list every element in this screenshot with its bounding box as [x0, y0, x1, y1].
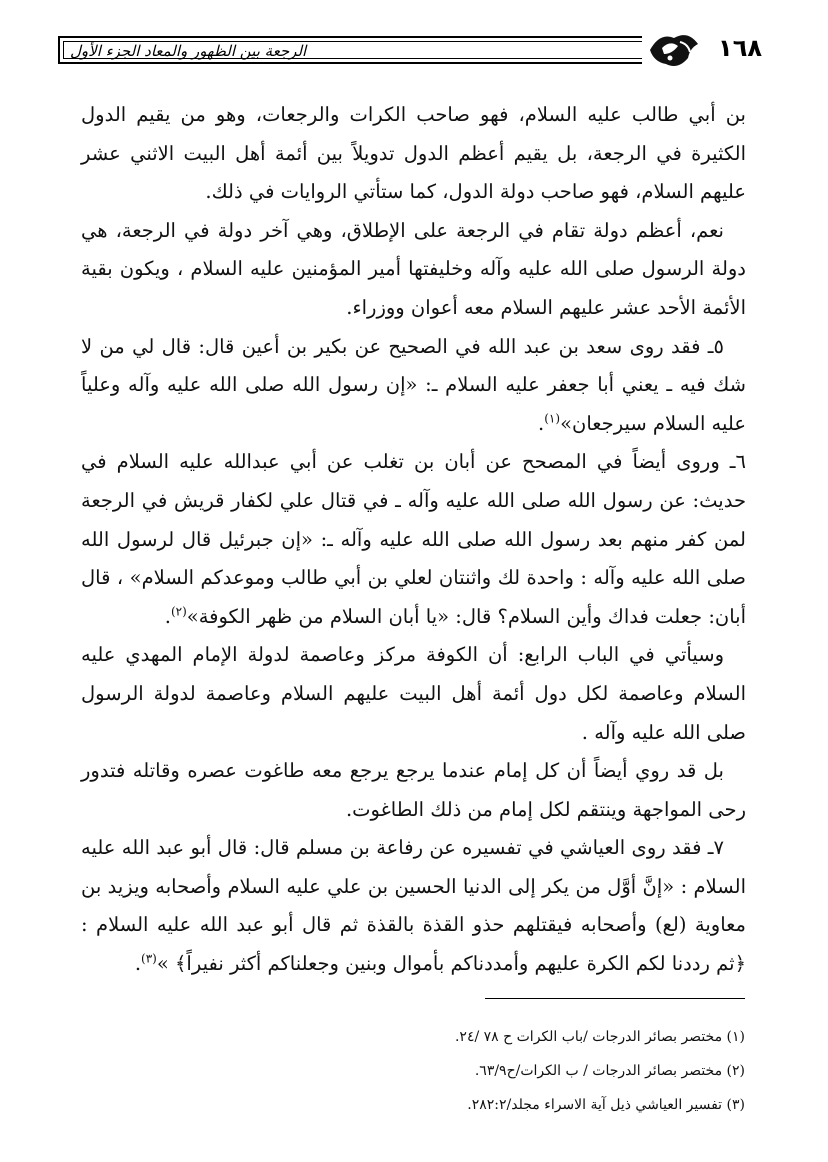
paragraph-text: ٥ـ فقد روى سعد بن عبد الله في الصحيح عن بكير بن أعين قال: قال لي من لا شك فيه ـ يعني أبا جعفر عليه السلام ـ: «إن رسول الله صلى الله عليه وآله وعلياً عليه السلام سيرجعان»	[81, 334, 746, 435]
footnote-ref: (٣)	[141, 951, 157, 966]
ornament-icon	[648, 28, 700, 72]
title-frame	[58, 36, 642, 64]
footnote: (٣) تفسير العياشي ذيل آية الاسراء مجلد/٢٨٢:٢.	[467, 1097, 745, 1113]
footnote: (١) مختصر بصائر الدرجات /باب الكرات ح ٧٨ /٢٤.	[454, 1029, 745, 1045]
footnote-ref: (٢)	[170, 604, 187, 619]
footnotes	[85, 1020, 745, 1122]
paragraph-text: ٦ـ وروى أيضاً في المصحح عن أبان بن تغلب عن أبي عبدالله عليه السلام في حديث: عن رسول الله صلى الله عليه وآله ـ في قتال علي لكفار قريش في الرجعة لمن كفر منهم بعد رسول الله صلى الله عليه وآله ـ: «إن جبرئيل قال لرسول الله صلى الله عليه وآله : واحدة لك واثنتان لعلي بن أبي طالب وموعدكم السلام» ، قال أبان: جعلت فداك وأين السلام؟ قال: «يا أبان السلام من ظهر الكوفة»	[81, 450, 746, 628]
paragraph: بل قد روي أيضاً أن كل إمام عندما يرجع يرجع معه طاغوت عصره وقاتله فتدور رحى المواجهة وينتقم لكل إمام من ذلك الطاغوت.	[81, 759, 746, 821]
paragraph: بن أبي طالب عليه السلام، فهو صاحب الكرات والرجعات، وهو من يقيم الدول الكثيرة في الرجعة، بل يقيم أعظم الدول تدويلاً بين أئمة أهل البيت الاثني عشر عليهم السلام، فهو صاحب دولة الدول، كما ستأتي الروايات في ذلك.	[81, 103, 746, 204]
main-text	[81, 96, 746, 984]
footnote-divider	[485, 998, 745, 999]
page-number: ١٦٨	[718, 34, 762, 62]
book-title: الرجعة بين الظهور والمعاد الجزء الأول	[70, 42, 307, 60]
footnote-ref: (١)	[544, 411, 561, 426]
paragraph: ٥ـ فقد روى سعد بن عبد الله في الصحيح عن بكير بن أعين قال: قال لي من لا شك فيه ـ يعني أبا جعفر عليه السلام ـ: «إن رسول الله صلى الله عليه وآله وعلياً عليه السلام سيرجعان»$^{(١)}$.	[81, 334, 746, 435]
page-header	[58, 26, 762, 76]
paragraph: وسيأتي في الباب الرابع: أن الكوفة مركز وعاصمة لدولة الإمام المهدي عليه السلام وعاصمة لكل دول أئمة أهل البيت عليهم السلام وعاصمة لدولة الرسول صلى الله عليه وآله .	[81, 643, 746, 744]
footnote: (٢) مختصر بصائر الدرجات / ب الكرات/ح٦٣/٩.	[474, 1063, 745, 1079]
paragraph: ٧ـ فقد روى العياشي في تفسيره عن رفاعة بن مسلم قال: قال أبو عبد الله عليه السلام : «إنَّ أوَّل من يكر إلى الدنيا الحسين بن علي عليه السلام وأصحابه ويزيد بن معاوية (لع) وأصحابه فيقتلهم حذو القذة بالقذة ثم قال أبو عبد الله عليه السلام : ﴿ثم رددنا لكم الكرة عليهم وأمددناكم بأموال وبنين وجعلناكم أكثر نفيراً﴾ »$^{(٣)}$.	[81, 836, 746, 976]
paragraph: نعم، أعظم دولة تقام في الرجعة على الإطلاق، وهي آخر دولة في الرجعة، هي دولة الرسول صلى الله عليه وآله وخليفتها أمير المؤمنين عليه السلام ، ويكون بقية الأئمة الأحد عشر عليهم السلام معه أعوان ووزراء.	[81, 218, 746, 319]
paragraph: ٦ـ وروى أيضاً في المصحح عن أبان بن تغلب عن أبي عبدالله عليه السلام في حديث: عن رسول الله صلى الله عليه وآله ـ في قتال علي لكفار قريش في الرجعة لمن كفر منهم بعد رسول الله صلى الله عليه وآله ـ: «إن جبرئيل قال لرسول الله صلى الله عليه وآله : واحدة لك واثنتان لعلي بن أبي طالب وموعدكم السلام» ، قال أبان: جعلت فداك وأين السلام؟ قال: «يا أبان السلام من ظهر الكوفة»$^{(٢)}$.	[81, 450, 746, 628]
paragraph-text: ٧ـ فقد روى العياشي في تفسيره عن رفاعة بن مسلم قال: قال أبو عبد الله عليه السلام : «إنَّ أوَّل من يكر إلى الدنيا الحسين بن علي عليه السلام وأصحابه ويزيد بن معاوية (لع) وأصحابه فيقتلهم حذو القذة بالقذة ثم قال أبو عبد الله عليه السلام : ﴿ثم رددنا لكم الكرة عليهم وأمددناكم بأموال وبنين وجعلناكم أكثر نفيراً﴾ »	[81, 836, 746, 976]
